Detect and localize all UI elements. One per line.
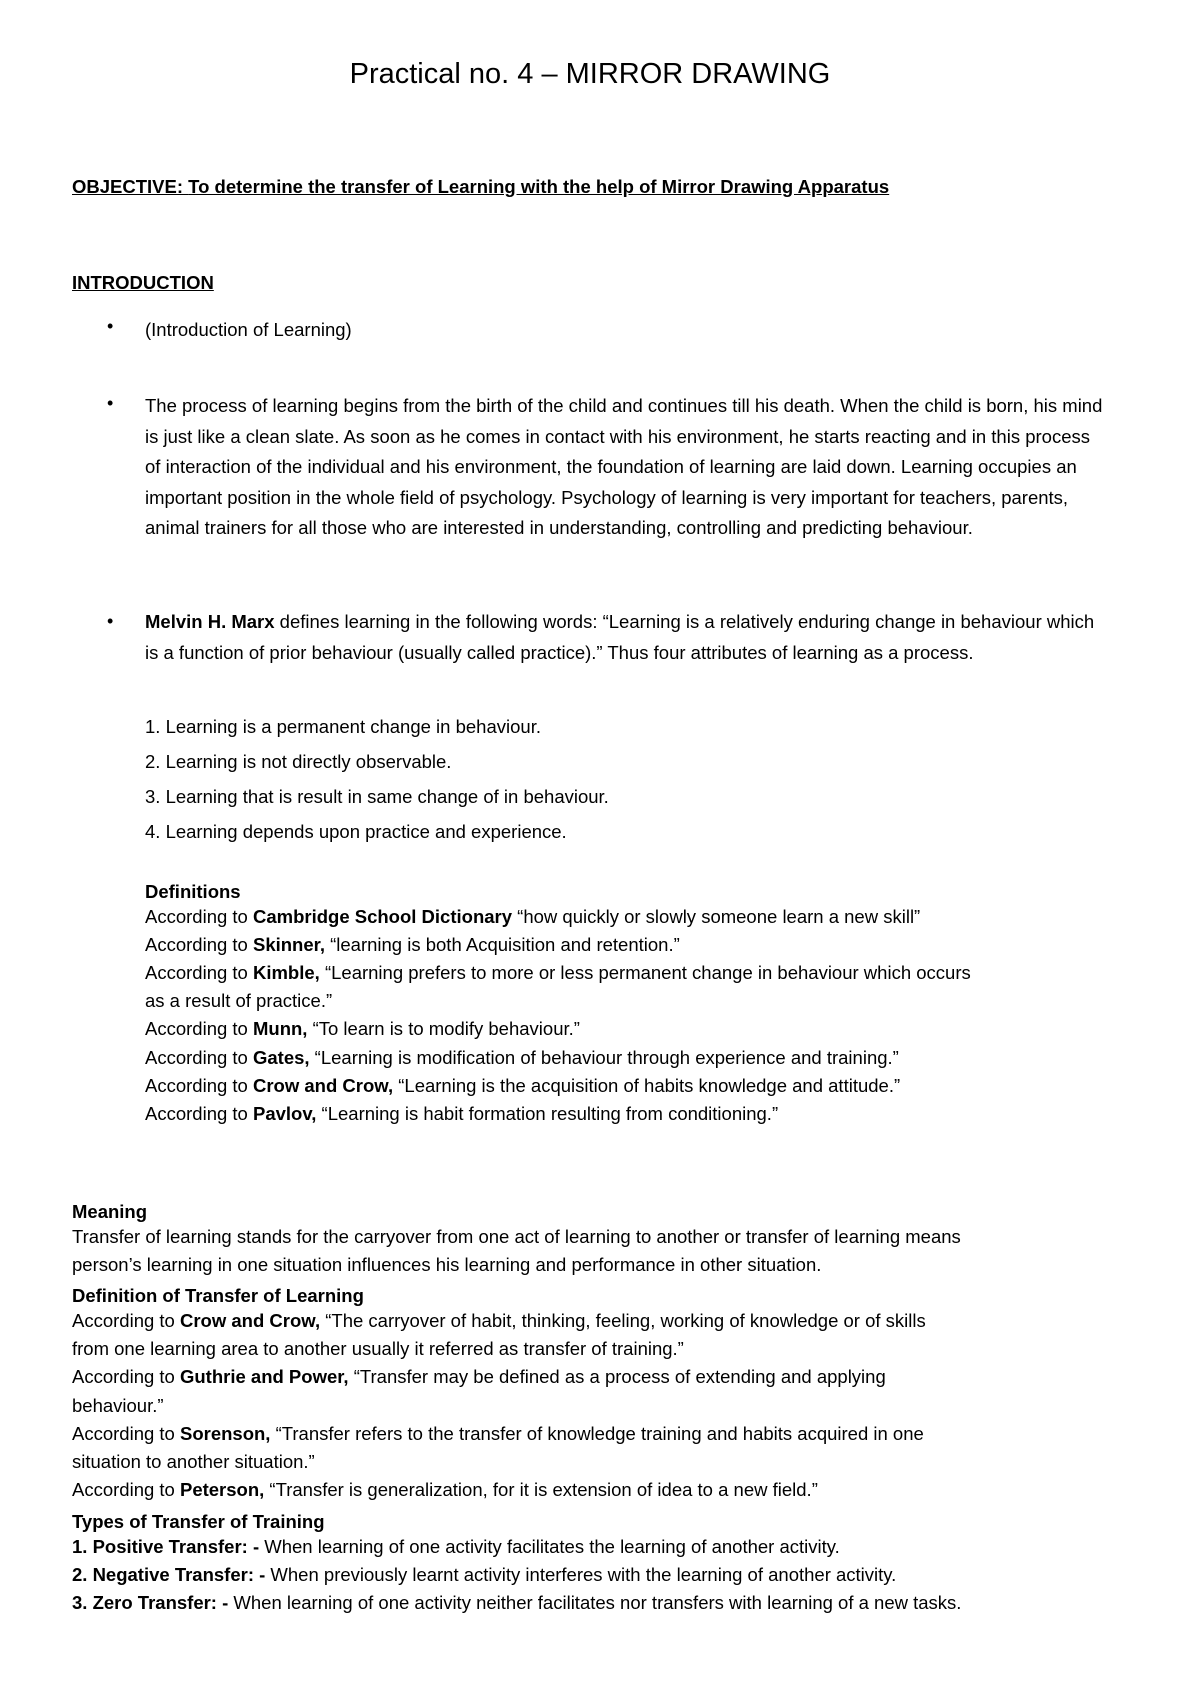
introduction-heading: INTRODUCTION bbox=[72, 272, 214, 293]
types-heading: Types of Transfer of Training bbox=[72, 1511, 325, 1532]
objective-line bbox=[72, 173, 889, 201]
definition-line: According to Munn, “To learn is to modify behaviour.” bbox=[145, 1018, 580, 1040]
author-name: Guthrie and Power, bbox=[179, 1366, 349, 1388]
transfer-definitions-heading: Definition of Transfer of Learning bbox=[72, 1285, 364, 1306]
definition-line: According to Skinner, “learning is both Acquisition and retention.” bbox=[145, 934, 680, 956]
transfer-type-label: 1. Positive Transfer: - bbox=[72, 1536, 260, 1557]
author-name: Kimble, bbox=[252, 962, 320, 984]
meaning-line-1: Transfer of learning stands for the carryover from one act of learning to another or transfer of learning means bbox=[72, 1226, 961, 1247]
bullet-dot: • bbox=[107, 316, 114, 336]
transfer-definition-line: from one learning area to another usually it referred as transfer of training.” bbox=[72, 1338, 684, 1360]
author-name: Pavlov, bbox=[252, 1102, 317, 1124]
transfer-type-item: 2. Negative Transfer: - When previously learnt activity interferes with the learning of another activity. bbox=[72, 1564, 897, 1586]
transfer-definition-line: According to Crow and Crow, “The carryover of habit, thinking, feeling, working of knowledge or of skills bbox=[72, 1310, 926, 1331]
transfer-type-label: 2. Negative Transfer: - bbox=[72, 1564, 266, 1586]
transfer-type-item: 3. Zero Transfer: - When learning of one activity neither facilitates nor transfers with learning of a new tasks. bbox=[72, 1592, 962, 1614]
definition-line: According to Cambridge School Dictionary “how quickly or slowly someone learn a new skill” bbox=[145, 906, 921, 927]
intro-bullet-3 bbox=[145, 607, 1110, 668]
attribute-item: 2. Learning is not directly observable. bbox=[145, 751, 452, 772]
definition-line: According to Gates, “Learning is modification of behaviour through experience and training.” bbox=[145, 1046, 899, 1068]
meaning-line-2: person’s learning in one situation influences his learning and performance in other situation. bbox=[72, 1254, 822, 1275]
author-name: Peterson, bbox=[179, 1479, 265, 1501]
author-name: Sorenson, bbox=[179, 1422, 271, 1444]
transfer-type-item: 1. Positive Transfer: - When learning of one activity facilitates the learning of another activity. bbox=[72, 1536, 840, 1557]
transfer-definition-line: behaviour.” bbox=[72, 1394, 164, 1416]
attribute-item: 3. Learning that is result in same change of in behaviour. bbox=[145, 786, 609, 807]
definition-line: According to Crow and Crow, “Learning is the acquisition of habits knowledge and attitude.” bbox=[145, 1074, 901, 1096]
intro-bullet-1: (Introduction of Learning) bbox=[145, 319, 352, 340]
objective-label: OBJECTIVE: bbox=[72, 176, 189, 197]
marx-name: Melvin H. Marx bbox=[145, 611, 275, 632]
objective-text: To determine the transfer of Learning with the help of Mirror Drawing Apparatus bbox=[188, 176, 890, 197]
page-title: Practical no. 4 – MIRROR DRAWING bbox=[349, 58, 831, 90]
author-name: Skinner, bbox=[252, 934, 325, 956]
author-name: Crow and Crow, bbox=[252, 1074, 394, 1096]
transfer-definition-line: situation to another situation.” bbox=[72, 1451, 315, 1472]
definition-line: According to Pavlov, “Learning is habit formation resulting from conditioning.” bbox=[145, 1102, 779, 1124]
transfer-definition-line: According to Sorenson, “Transfer refers to the transfer of knowledge training and habits acquired in one bbox=[72, 1422, 924, 1444]
definitions-heading: Definitions bbox=[145, 881, 241, 902]
author-name: Crow and Crow, bbox=[179, 1310, 321, 1331]
intro-bullet-2: The process of learning begins from the birth of the child and continues till his death. When the child is born, his mind is just like a clean slate. As soon as he comes in contact with his environment, he starts reacting and in this process of interaction of the individual and his environment, the foundation of learning are laid down. Learning occupies an important position in the whole field of psychology. Psychology of learning is very important for teachers, parents, animal trainers for all those who are interested in understanding, controlling and predicting behaviour. bbox=[145, 395, 1103, 539]
author-name: Gates, bbox=[252, 1046, 310, 1068]
meaning-heading: Meaning bbox=[72, 1201, 148, 1222]
attribute-item: 1. Learning is a permanent change in behaviour. bbox=[145, 716, 541, 737]
transfer-definition-line: According to Guthrie and Power, “Transfer may be defined as a process of extending and applying bbox=[72, 1366, 886, 1388]
attribute-item: 4. Learning depends upon practice and experience. bbox=[145, 821, 567, 842]
bullet-dot: • bbox=[107, 611, 114, 631]
author-name: Munn, bbox=[252, 1018, 308, 1040]
author-name: Cambridge School Dictionary bbox=[252, 906, 513, 927]
definition-line: as a result of practice.” bbox=[145, 990, 333, 1012]
definition-line: According to Kimble, “Learning prefers to more or less permanent change in behaviour which occurs bbox=[145, 962, 971, 984]
marx-definition: defines learning in the following words: “Learning is a relatively enduring change in behaviour which is a function of prior behaviour (usually called practice).” Thus four attributes of learning as a process. bbox=[145, 611, 1095, 663]
transfer-type-label: 3. Zero Transfer: - bbox=[72, 1592, 229, 1614]
transfer-definition-line: According to Peterson, “Transfer is generalization, for it is extension of idea to a new field.” bbox=[72, 1479, 818, 1501]
bullet-dot: • bbox=[107, 393, 114, 413]
